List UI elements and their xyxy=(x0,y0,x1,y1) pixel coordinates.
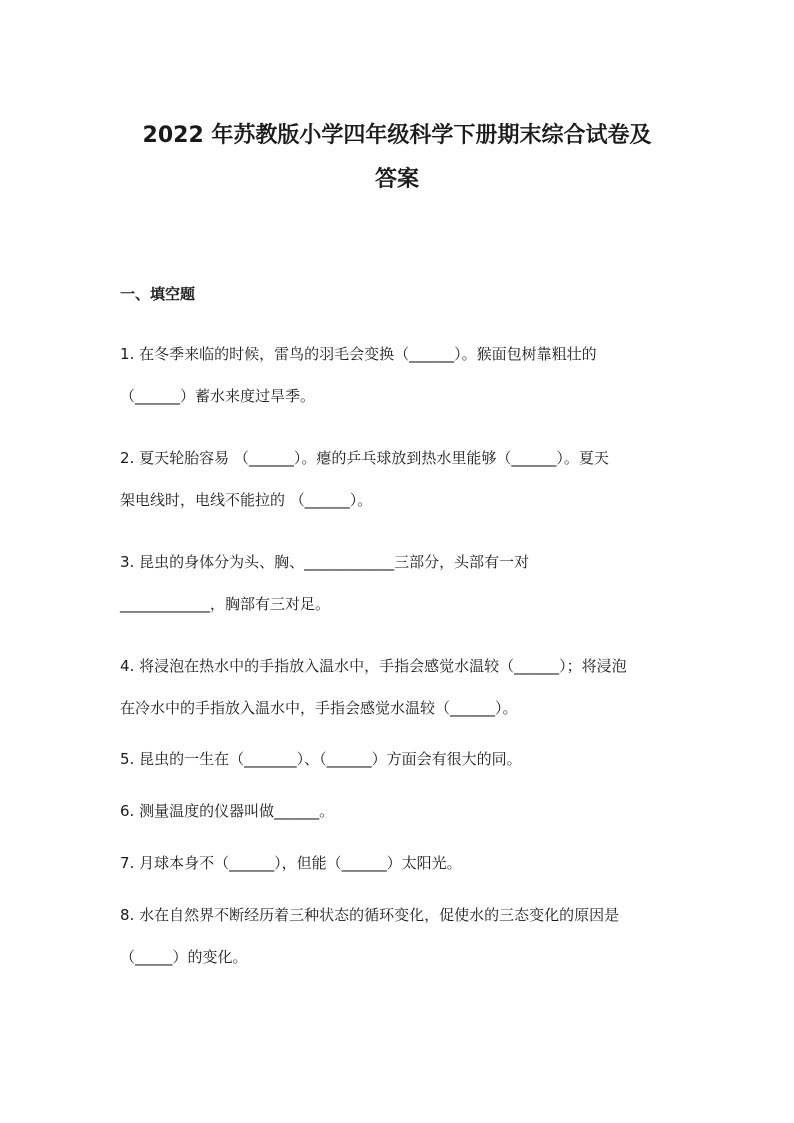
question-4-line-2: 在冷水中的手指放入温水中，手指会感觉水温较（______）。 xyxy=(120,699,518,717)
question-2 xyxy=(120,437,680,521)
question-6-line-1: 6. 测量温度的仪器叫做______。 xyxy=(120,802,335,820)
question-4 xyxy=(120,645,680,729)
question-8-line-1: 8. 水在自然界不断经历着三种状态的循环变化，促使水的三态变化的原因是 xyxy=(120,906,620,924)
question-1 xyxy=(120,333,680,417)
question-7-line-1: 7. 月球本身不（______），但能（______）太阳光。 xyxy=(120,854,462,872)
question-7 xyxy=(120,842,680,884)
question-3-line-2: ____________，胸部有三对足。 xyxy=(120,595,331,613)
page-title-line-2: 答案 xyxy=(374,167,419,192)
question-5-line-1: 5. 昆虫的一生在（_______）、（______）方面会有很大的同。 xyxy=(120,750,522,768)
page-title-line-1: 2022 年苏教版小学四年级科学下册期末综合试卷及 xyxy=(142,123,652,148)
question-1-line-2: （______）蓄水来度过旱季。 xyxy=(120,387,316,405)
question-2-line-2: 架电线时，电线不能拉的 （______）。 xyxy=(120,491,373,509)
question-3-line-1: 3. 昆虫的身体分为头、胸、____________三部分，头部有一对 xyxy=(120,553,530,571)
question-4-line-1: 4. 将浸泡在热水中的手指放入温水中，手指会感觉水温较（______）；将浸泡 xyxy=(120,657,627,675)
question-3 xyxy=(120,541,680,625)
section-heading: 一、填空题 xyxy=(120,285,196,303)
page-title xyxy=(100,114,694,202)
question-8-line-2: （_____）的变化。 xyxy=(120,948,248,966)
question-8 xyxy=(120,894,680,978)
question-5 xyxy=(120,738,680,780)
question-6 xyxy=(120,790,680,832)
question-1-line-1: 1. 在冬季来临的时候，雷鸟的羽毛会变换（______）。猴面包树靠粗壮的 xyxy=(120,345,597,363)
question-2-line-1: 2. 夏天轮胎容易 （______）。瘪的乒乓球放到热水里能够（______）。夏天 xyxy=(120,449,609,467)
